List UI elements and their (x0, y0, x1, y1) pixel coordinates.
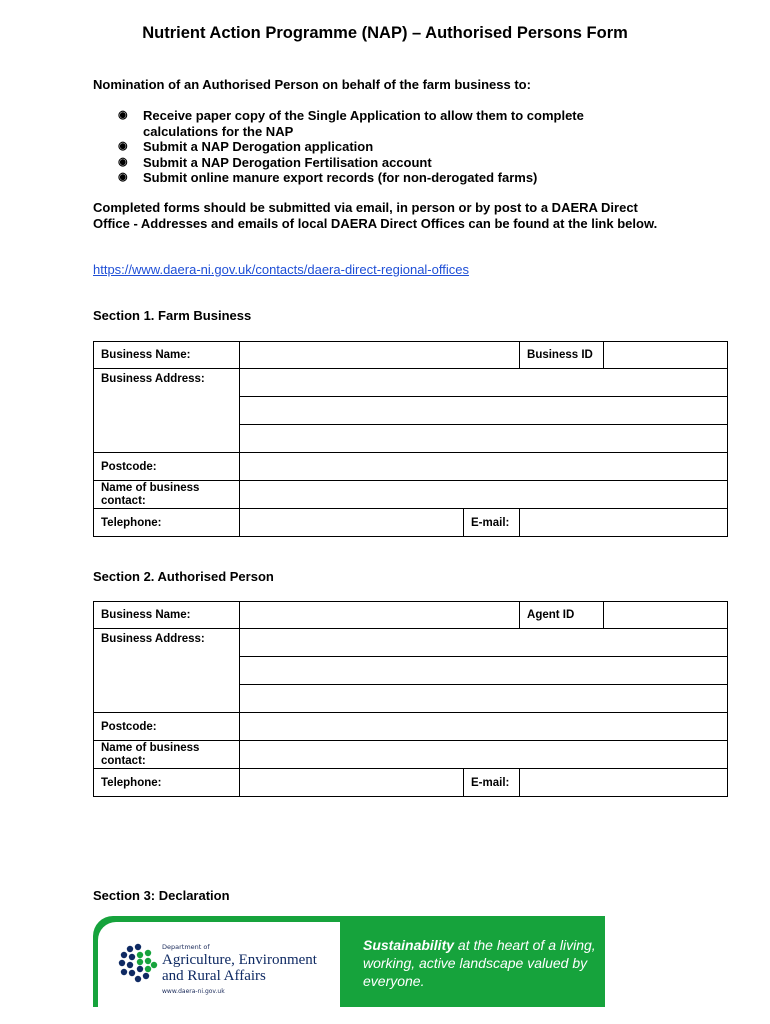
bullet-dot-icon: ◉ (118, 109, 128, 121)
agent-postcode-label: Postcode: (94, 713, 240, 741)
agent-business-name-label: Business Name: (94, 602, 240, 629)
bullet-dot-icon: ◉ (118, 171, 128, 183)
agent-email-label: E-mail: (464, 769, 520, 797)
dept-prefix: Department of (162, 943, 210, 951)
bullet-dot-icon: ◉ (118, 140, 128, 152)
agent-address-line-2[interactable] (240, 657, 728, 685)
email-label: E-mail: (464, 509, 520, 537)
agent-business-name-field[interactable] (240, 602, 520, 629)
agent-id-label: Agent ID (520, 602, 604, 629)
agent-address-label: Business Address: (94, 629, 240, 713)
telephone-label: Telephone: (94, 509, 240, 537)
business-contact-label: Name of business contact: (94, 481, 240, 509)
business-address-line-3[interactable] (240, 425, 728, 453)
agent-contact-label: Name of business contact: (94, 741, 240, 769)
dept-url: www.daera-ni.gov.uk (162, 988, 225, 995)
daera-offices-link[interactable]: https://www.daera-ni.gov.uk/contacts/daera-direct-regional-offices (93, 262, 469, 277)
business-address-line-2[interactable] (240, 397, 728, 425)
page-title: Nutrient Action Programme (NAP) – Authorised Persons Form (142, 24, 628, 42)
dept-name: Agriculture, Environment and Rural Affairs (162, 952, 317, 984)
slogan (363, 936, 598, 990)
nomination-text: Nomination of an Authorised Person on behalf of the farm business to: (93, 77, 531, 92)
agent-email-field[interactable] (520, 769, 728, 797)
agent-contact-field[interactable] (240, 741, 728, 769)
logo-panel (98, 922, 340, 1007)
bullet-dot-icon: ◉ (118, 155, 128, 168)
agent-postcode-field[interactable] (240, 713, 728, 741)
authorised-person-table (93, 601, 728, 797)
business-name-field[interactable] (240, 342, 520, 369)
list-item: ◉ Submit online manure export records (for non-derogated farms) (118, 170, 538, 185)
postcode-field[interactable] (240, 453, 728, 481)
agent-id-field[interactable] (604, 602, 728, 629)
agent-telephone-label: Telephone: (94, 769, 240, 797)
business-address-line-1[interactable] (240, 369, 728, 397)
business-id-field[interactable] (604, 342, 728, 369)
telephone-field[interactable] (240, 509, 464, 537)
slogan-bold: Sustainability (363, 937, 455, 953)
business-id-label: Business ID (520, 342, 604, 369)
postcode-label: Postcode: (94, 453, 240, 481)
section-1-heading: Section 1. Farm Business (93, 308, 252, 323)
list-item: ◉ Submit a NAP Derogation Fertilisation account (118, 154, 432, 170)
farm-business-table (93, 341, 728, 537)
submission-note: Completed forms should be submitted via email, in person or by post to a DAERA Direct Office - Addresses and emails of local DAERA Direct Offices can be found at the link below. (93, 200, 658, 231)
agent-address-line-3[interactable] (240, 685, 728, 713)
section-2-heading: Section 2. Authorised Person (93, 569, 274, 584)
daera-logo-icon (118, 943, 158, 983)
agent-telephone-field[interactable] (240, 769, 464, 797)
agent-address-line-1[interactable] (240, 629, 728, 657)
purpose-list (118, 108, 653, 186)
list-item: ◉ Receive paper copy of the Single Application to allow them to complete calculations for the NAP (118, 108, 584, 139)
business-contact-field[interactable] (240, 481, 728, 509)
business-name-label: Business Name: (94, 342, 240, 369)
list-item: ◉ Submit a NAP Derogation application (118, 139, 374, 154)
email-field[interactable] (520, 509, 728, 537)
business-address-label: Business Address: (94, 369, 240, 453)
daera-banner (93, 916, 605, 1007)
slogan-rest: at the heart of a living, working, active landscape valued by everyone. (363, 937, 596, 989)
section-3-heading: Section 3: Declaration (93, 888, 230, 903)
